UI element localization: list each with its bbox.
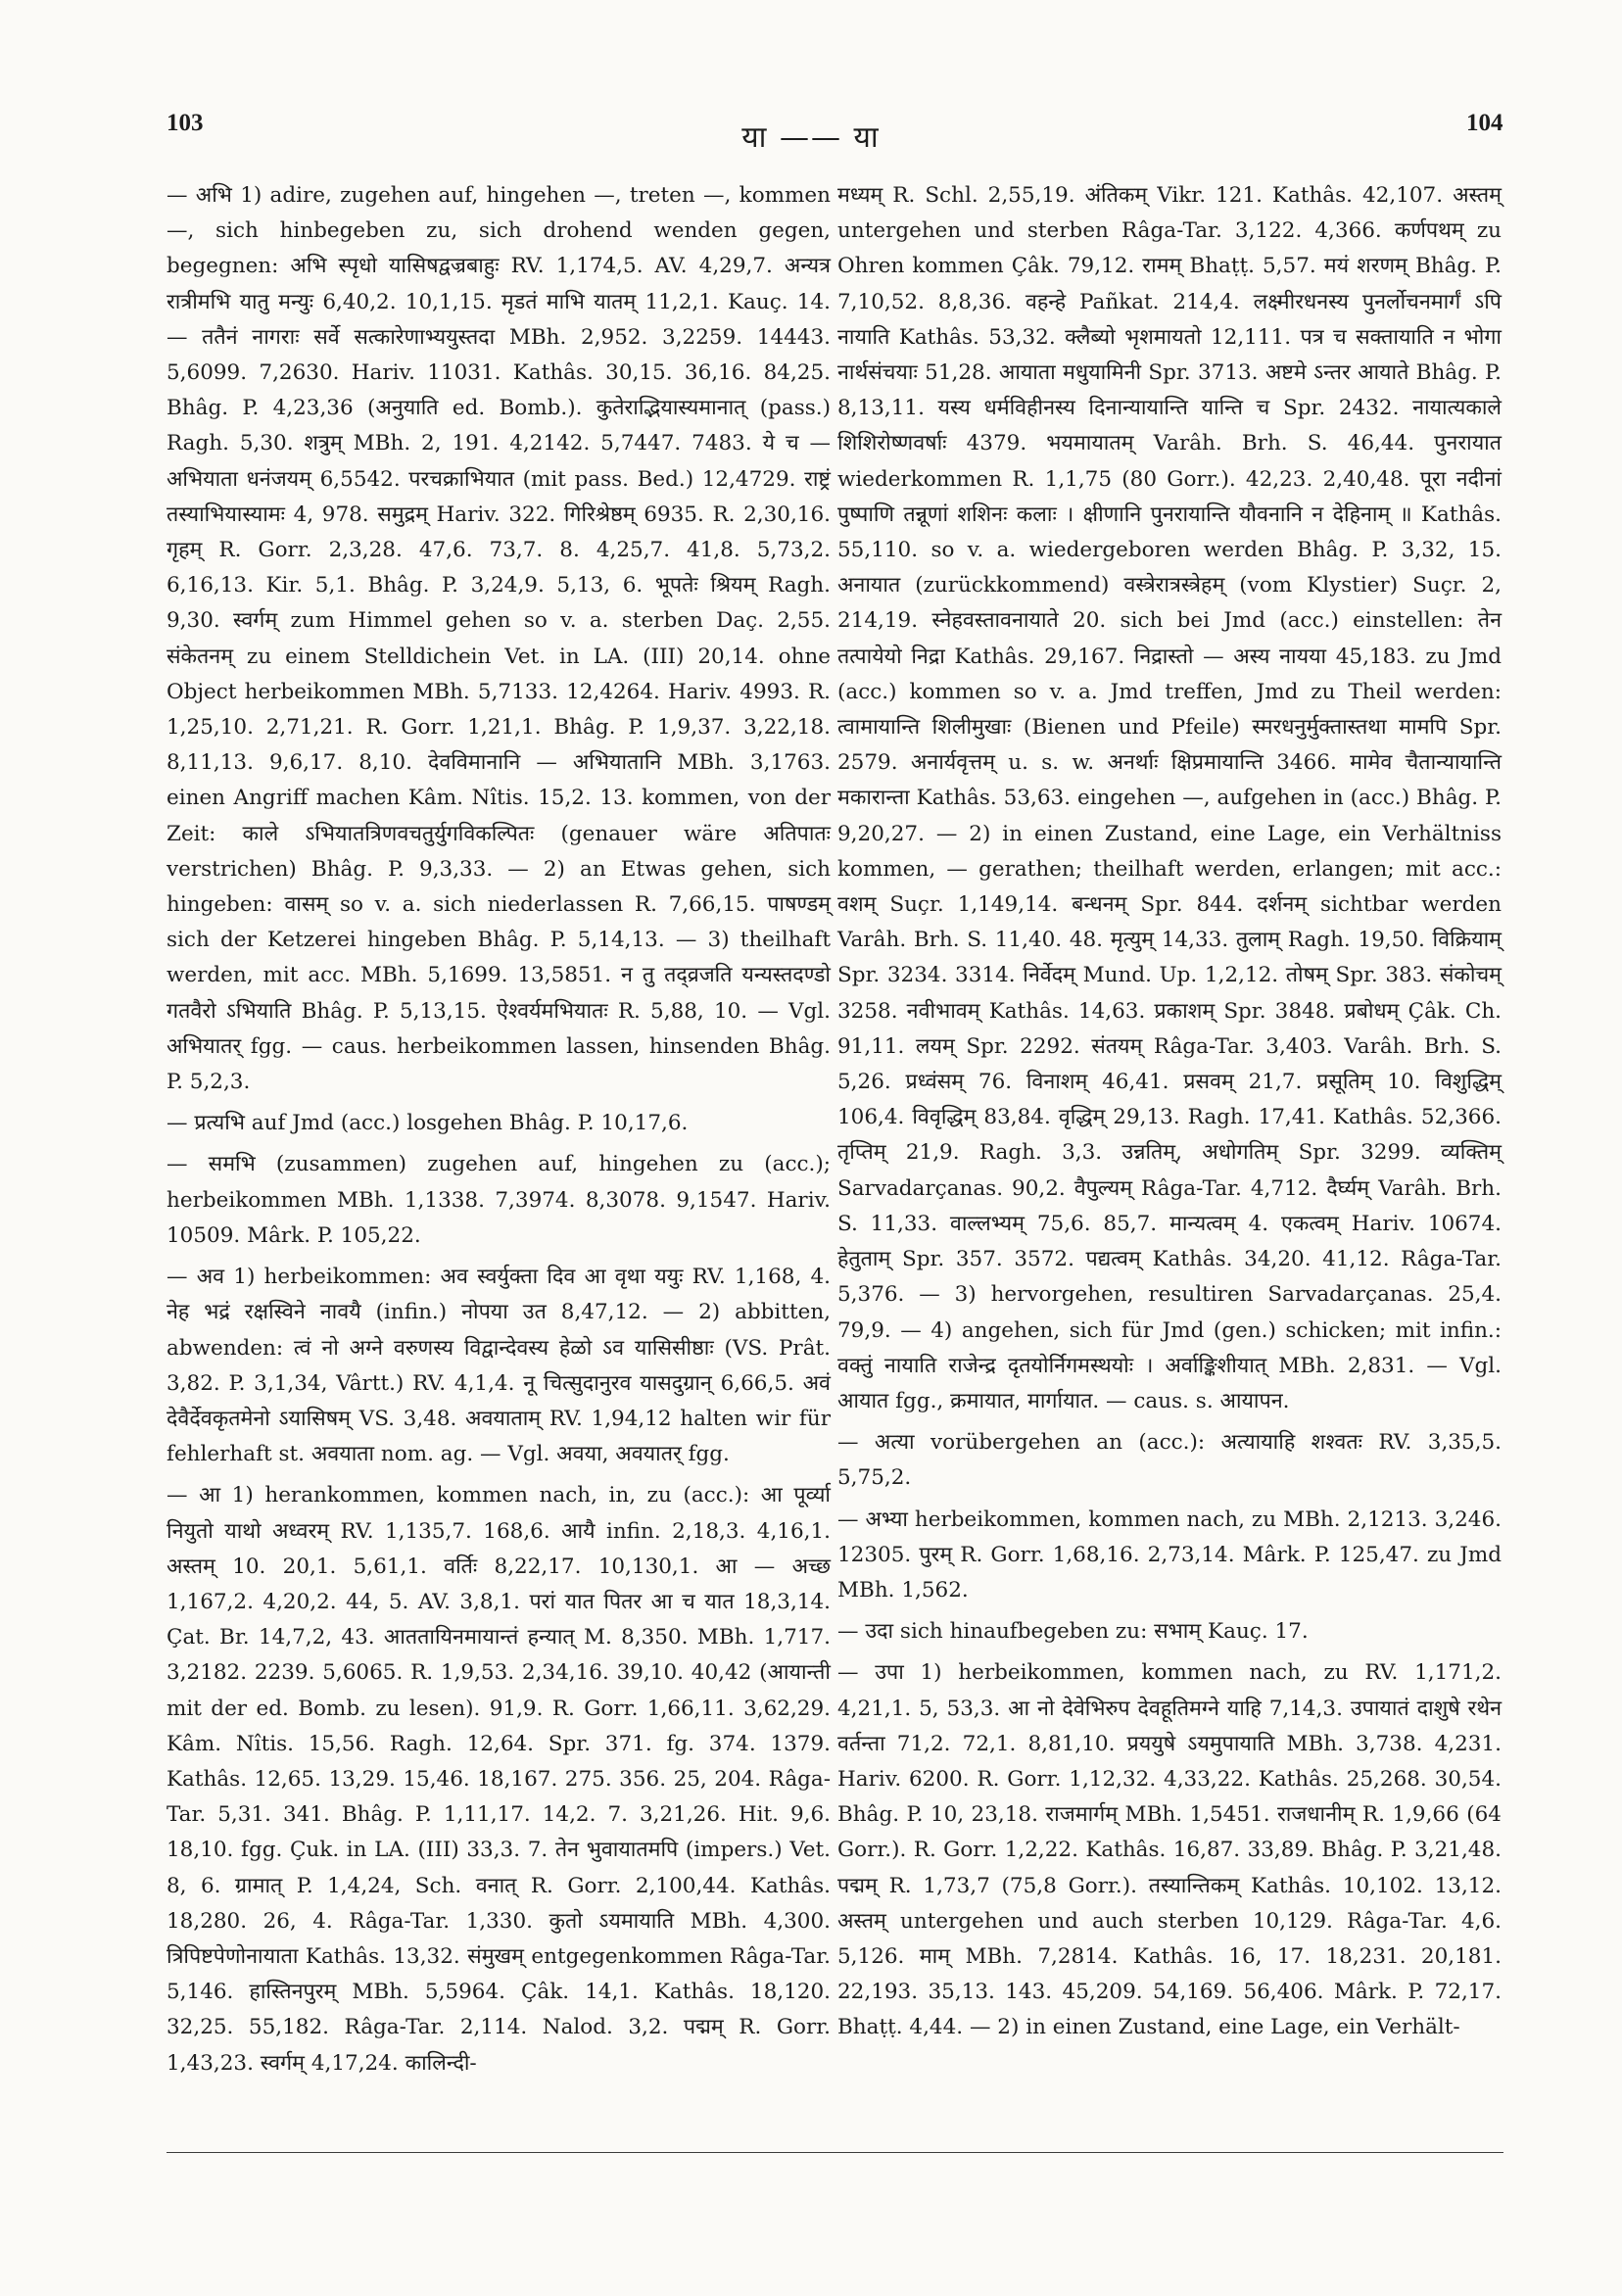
page-number-left: 103 <box>167 110 204 136</box>
entry-abhyaa: — अभ्या herbeikommen, kommen nach, zu MBh. 2,1213. 3,246. 12305. पुरम् R. Gorr. 1,68,16. 2,73,14. Mârk. P. 125,47. zu Jmd MBh. 1,562. <box>837 1507 1502 1602</box>
left-column <box>167 178 831 2087</box>
page-number-right: 104 <box>1466 110 1503 136</box>
entry-upaa: — उपा 1) herbeikommen, kommen nach, zu RV. 1,171,2. 4,21,1. 5, 53,3. आ नो देवेभिरुप देवहूतिमग्ने याहि 7,14,3. उपायातं दाशुषे रथेन वर्तन्ता 71,2. 72,1. 8,81,10. प्रययुषे ऽयमुपायाति MBh. 3,738. 4,231. Hariv. 6200. R. Gorr. 1,12,32. 4,33,22. Kathâs. 25,268. 30,54. Bhâg. P. 10, 23,18. राजमार्गम् MBh. 1,5451. राजधानीम् R. 1,9,66 (64 Gorr.). R. Gorr. 1,2,22. Kathâs. 16,87. 33,89. Bhâg. P. 3,21,48. पद्मम् R. 1,73,7 (75,8 Gorr.). तस्यान्तिकम् Kathâs. 10,102. 13,12. अस्तम् untergehen und auch sterben 10,129. Râga-Tar. 4,6. 5,126. माम् MBh. 7,2814. Kathâs. 16, 17. 18,231. 20,181. 22,193. 35,13. 143. 45,209. 54,169. 56,406. Mârk. P. 72,17. Bhaṭṭ. 4,44. — 2) in einen Zustand, eine Lage, ein Verhält- <box>837 1660 1502 2040</box>
entry-pratyabhi: — प्रत्यभि auf Jmd (acc.) losgehen Bhâg. P. 10,17,6. <box>167 1111 689 1136</box>
entry-udaa: — उदा sich hinaufbegeben zu: सभाम् Kauç. 17. <box>837 1619 1309 1645</box>
running-headword: या —— या <box>741 120 881 155</box>
entry-aa: — आ 1) herankommen, kommen nach, in, zu (acc.): आ पूर्व्या नियुतो याथो अध्वरम् RV. 1,135,7. 168,6. आयै infin. 2,18,3. 4,16,1. अस्तम् 10. 20,1. 5,61,1. वर्तिः 8,22,17. 10,130,1. आ — अच्छ 1,167,2. 4,20,2. 44, 5. AV. 3,8,1. परां यात पितर आ च यात 18,3,14. Çat. Br. 14,7,2, 43. आततायिनमायान्तं हन्यात् M. 8,350. MBh. 1,717. 3,2182. 2239. 5,6065. R. 1,9,53. 2,34,16. 39,10. 40,42 (आयान्ती mit der ed. Bomb. zu lesen). 91,9. R. Gorr. 1,66,11. 3,62,29. Kâm. Nîtis. 15,56. Ragh. 12,64. Spr. 371. fg. 374. 1379. Kathâs. 12,65. 13,29. 15,46. 18,167. 275. 356. 25, 204. Râga-Tar. 5,31. 341. Bhâg. P. 1,11,17. 14,2. 7. 3,21,26. Hit. 9,6. 18,10. fgg. Çuk. in LA. (III) 33,3. 7. तेन भुवायातमपि (impers.) Vet. 8, 6. ग्रामात् P. 1,4,24, Sch. वनात् R. Gorr. 2,100,44. Kathâs. 18,280. 26, 4. Râga-Tar. 1,330. कुतो ऽयमायाति MBh. 4,300. त्रिपिष्टपेणोनायाता Kathâs. 13,32. संमुखम् entgegenkommen Râga-Tar. 5,146. हास्तिनपुरम् MBh. 5,5964. Çâk. 14,1. Kathâs. 18,120. 32,25. 55,182. Râga-Tar. 2,114. Nalod. 3,2. पद्मम् R. Gorr. 1,43,23. स्वर्गम् 4,17,24. कालिन्दी- <box>167 1483 831 2076</box>
entry-ava: — अव 1) herbeikommen: अव स्वर्युक्ता दिव आ वृथा ययुः RV. 1,168, 4. नेह भद्रं रक्षस्विने नावयै (infin.) नोपया उत 8,47,12. — 2) abbitten, abwenden: त्वं नो अग्ने वरुणस्य विद्वान्देवस्य हेळो ऽव यासिसीष्ठाः (VS. Prât. 3,82. P. 3,1,34, Vârtt.) RV. 4,1,4. नू चित्सुदानुरव यासदुग्रान् 6,66,5. अवं देवैर्देवकृतमेनो ऽयासिषम् VS. 3,48. अवयाताम् RV. 1,94,12 halten wir für fehlerhaft st. अवयाता nom. ag. — Vgl. अवया, अवयातर् fgg. <box>167 1265 831 1467</box>
entry-aa-continued: मध्यम् R. Schl. 2,55,19. अंतिकम् Vikr. 121. Kathâs. 42,107. अस्तम् untergehen und sterben Râga-Tar. 3,122. 4,366. कर्णपथम् zu Ohren kommen Çâk. 79,12. रामम् Bhaṭṭ. 5,57. मयं शरणम् Bhâg. P. 7,10,52. 8,8,36. वहन्हे Pañkat. 214,4. लक्ष्मीरधनस्य पुनर्लोचनमार्गं ऽपि नायाति Kathâs. 53,32. क्लैब्यो भृशमायतो 12,111. पत्र च सक्तायाति न भोगा नार्थसंचयाः 51,28. आयाता मधुयामिनी Spr. 3713. अष्टमे ऽन्तर आयाते Bhâg. P. 8,13,11. यस्य धर्मविहीनस्य दिनान्यायान्ति यान्ति च Spr. 2432. नायात्यकाले शिशिरोष्णवर्षाः 4379. भयमायातम् Varâh. Brh. S. 46,44. पुनरायात wiederkommen R. 1,1,75 (80 Gorr.). 42,23. 2,40,48. पूरा नदीनां पुष्पाणि तन्नूणां शशिनः कलाः । क्षीणानि पुनरायान्ति यौवनानि न देहिनाम् ॥ Kathâs. 55,110. so v. a. wiedergeboren werden Bhâg. P. 3,32, 15. अनायात (zurückkommend) वस्त्रेरात्रस्त्रेहम् (vom Klystier) Suçr. 2, 214,19. स्नेहवस्तावनायाते 20. sich bei Jmd (acc.) einstellen: तेन तत्पायेयो निद्रा Kathâs. 29,167. निद्रास्तो — अस्य नायया 45,183. zu Jmd (acc.) kommen so v. a. Jmd treffen, Jmd zu Theil werden: त्वामायान्ति शिलीमुखाः (Bienen und Pfeile) स्मरधनुर्मुक्तास्तथा मामपि Spr. 2579. अनार्यवृत्तम् u. s. w. अनर्थाः क्षिप्रमायान्ति 3466. मामेव चैतान्यायान्ति मकारान्ता Kathâs. 53,63. eingehen —, aufgehen in (acc.) Bhâg. P. 9,20,27. — 2) in einen Zustand, eine Lage, ein Verhältniss kommen, — gerathen; theilhaft werden, erlangen; mit acc.: वशम् Suçr. 1,149,14. बन्धनम् Spr. 844. दर्शनम् sichtbar werden Varâh. Brh. S. 11,40. 48. मृत्युम् 14,33. तुलाम् Ragh. 19,50. विक्रियाम् Spr. 3234. 3314. निर्वेदम् Mund. Up. 1,2,12. तोषम् Spr. 383. संकोचम् 3258. नवीभावम् Kathâs. 14,63. प्रकाशम् Spr. 3848. प्रबोधम् Çâk. Ch. 91,11. लयम् Spr. 2292. संतयम् Râga-Tar. 3,403. Varâh. Brh. S. 5,26. प्रध्वंसम् 76. विनाशम् 46,41. प्रसवम् 21,7. प्रसूतिम् 10. विशुद्धिम् 106,4. विवृद्धिम् 83,84. वृद्धिम् 29,13. Ragh. 17,41. Kathâs. 52,366. तृप्तिम् 21,9. Ragh. 3,3. उन्नतिम्, अधोगतिम् Spr. 3299. व्यक्तिम् Sarvadarçanas. 90,2. वैपुल्यम् Râga-Tar. 4,712. दैर्घ्यम् Varâh. Brh. S. 11,33. वाल्लभ्यम् 75,6. 85,7. मान्यत्वम् 4. एकत्वम् Hariv. 10674. हेतुताम् Spr. 357. 3572. पद्यत्वम् Kathâs. 34,20. 41,12. Râga-Tar. 5,376. — 3) hervorgehen, resultiren Sarvadarçanas. 25,4. 79,9. — 4) angehen, sich für Jmd (gen.) schicken; mit infin.: वक्तुं नायाति राजेन्द्र दृतयोर्निगमस्थयोः । अर्वाङ्किशीयात् MBh. 2,831. — Vgl. आयात fgg., क्रमायात, मार्गायात. — caus. s. आयापन. <box>837 183 1502 1413</box>
right-column <box>837 178 1502 2052</box>
entry-abhi: — अभि 1) adire, zugehen auf, hingehen —, treten —, kommen —, sich hinbegeben zu, sich drohend wenden gegen, begegnen: अभि स्पृधो यासिषद्वज्रबाहुः RV. 1,174,5. AV. 4,29,7. अन्यत्र रात्रीमभि यातु मन्युः 6,40,2. 10,1,15. मृडतं माभि यातम् 11,2,1. Kauç. 14. — ततैनं नागराः सर्वे सत्कारेणाभ्ययुस्तदा MBh. 2,952. 3,2259. 14443. 5,6099. 7,2630. Hariv. 11031. Kathâs. 30,15. 36,16. 84,25. Bhâg. P. 4,23,36 (अनुयाति ed. Bomb.). कुतेराद्भियास्यमानात् (pass.) Ragh. 5,30. शत्रुम् MBh. 2, 191. 4,2142. 5,7447. 7483. ये च — अभियाता धनंजयम् 6,5542. परचक्राभियात (mit pass. Bed.) 12,4729. राष्ट्रं तस्याभियास्यामः 4, 978. समुद्रम् Hariv. 322. गिरिश्रेष्ठम् 6935. R. 2,30,16. गृहम् R. Gorr. 2,3,28. 47,6. 73,7. 8. 4,25,7. 41,8. 5,73,2. 6,16,13. Kir. 5,1. Bhâg. P. 3,24,9. 5,13, 6. भूपतेः श्रियम् Ragh. 9,30. स्वर्गम् zum Himmel gehen so v. a. sterben Daç. 2,55. संकेतनम् zu einem Stelldichein Vet. in LA. (III) 20,14. ohne Object herbeikommen MBh. 5,7133. 12,4264. Hariv. 4993. R. 1,25,10. 2,71,21. R. Gorr. 1,21,1. Bhâg. P. 1,9,37. 3,22,18. 8,11,13. 9,6,17. 8,10. देवविमानानि — अभियातानि MBh. 3,1763. einen Angriff machen Kâm. Nîtis. 15,2. 13. kommen, von der Zeit: काले ऽभियातत्रिणवचतुर्युगविकल्पितः (genauer wäre अतिपातः verstrichen) Bhâg. P. 9,3,33. — 2) an Etwas gehen, sich hingeben: वासम् so v. a. sich niederlassen R. 7,66,15. पाषण्डम् sich der Ketzerei hingeben Bhâg. P. 5,14,13. — 3) theilhaft werden, mit acc. MBh. 5,1699. 13,5851. न तु तद्व्रजति यन्यस्तदण्डो गतवैरो ऽभियाति Bhâg. P. 5,13,15. ऐश्वर्यमभियातः R. 5,88, 10. — Vgl. अभियातर् fgg. — caus. herbeikommen lassen, hinsenden Bhâg. P. 5,2,3. <box>167 183 831 1095</box>
footer-rule <box>167 2152 1503 2153</box>
entry-atyaa: — अत्या vorübergehen an (acc.): अत्यायाहि शश्वतः RV. 3,35,5. 5,75,2. <box>837 1430 1502 1491</box>
entry-samabhi: — समभि (zusammen) zugehen auf, hingehen zu (acc.); herbeikommen MBh. 1,1338. 7,3974. 8,3078. 9,1547. Hariv. 10509. Mârk. P. 105,22. <box>167 1152 831 1248</box>
